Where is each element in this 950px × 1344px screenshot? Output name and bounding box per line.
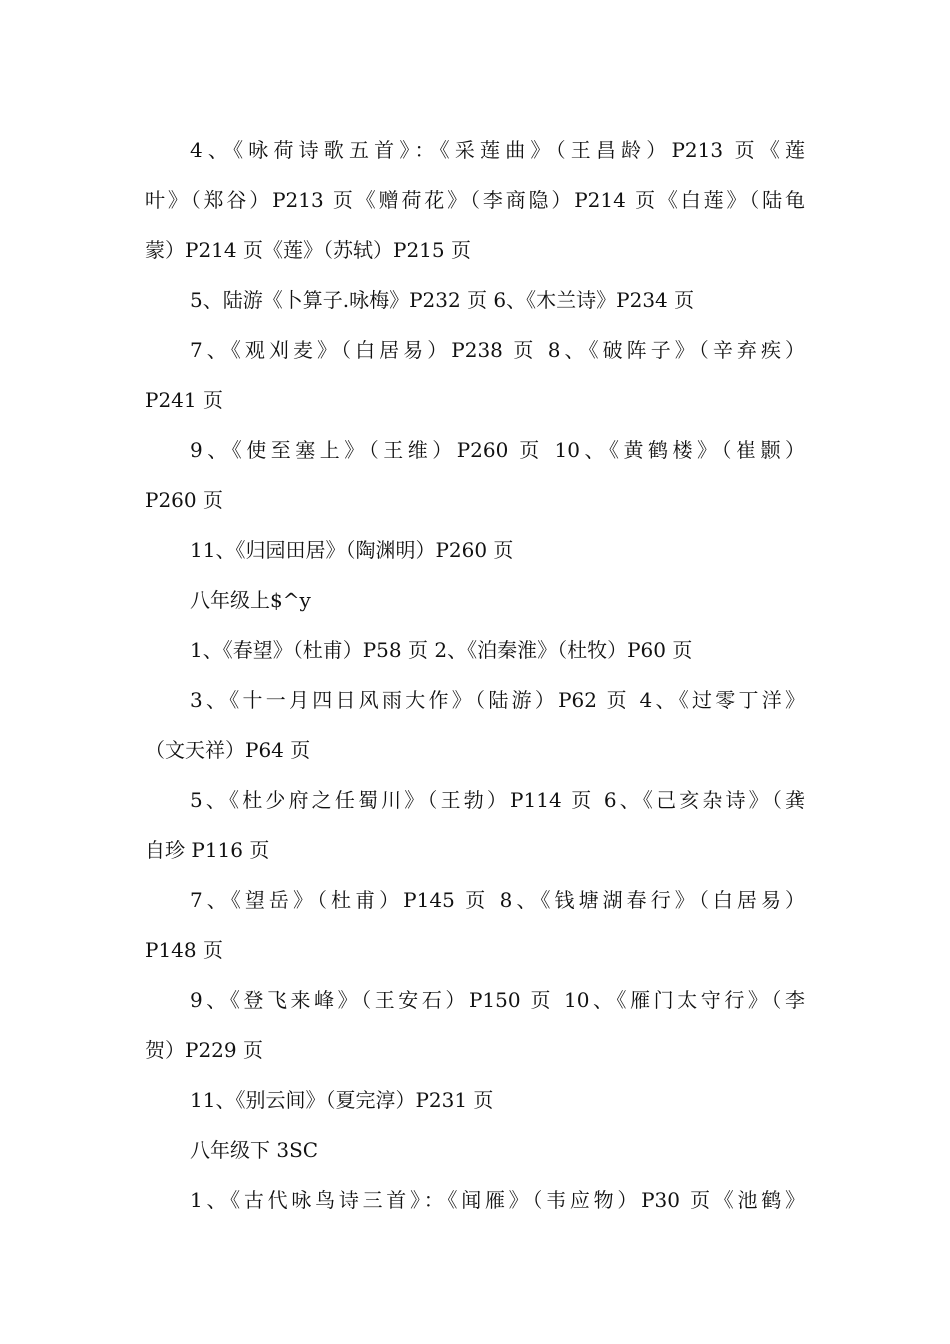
text-line: 5、陆游《卜算子.咏梅》P232 页 6、《木兰诗》P234 页 [190, 288, 695, 312]
text-line: 5、《杜少府之任蜀川》（王勃）P114 页 6、《己亥杂诗》（龚 [190, 788, 805, 812]
text-line: 1、《春望》（杜甫）P58 页 2、《泊秦淮》（杜牧）P60 页 [190, 638, 693, 662]
text-line: 11、《归园田居》（陶渊明）P260 页 [190, 538, 514, 562]
text-line: 9、《登飞来峰》（王安石）P150 页 10、《雁门太守行》（李 [190, 988, 805, 1012]
section-heading: 八年级下 3SC [190, 1138, 319, 1162]
text-line: 3、《十一月四日风雨大作》（陆游）P62 页 4、《过零丁洋》 [190, 688, 805, 712]
text-line: 11、《别云间》（夏完淳）P231 页 [190, 1088, 494, 1112]
text-line: 7、《观刈麦》（白居易）P238 页 8、《破阵子》（辛弃疾） [190, 338, 805, 362]
text-line: P241 页 [145, 388, 223, 412]
text-line: 4、《咏荷诗歌五首》：《采莲曲》（王昌龄）P213 页《莲 [190, 138, 805, 162]
text-line: 1、《古代咏鸟诗三首》：《闻雁》（韦应物）P30 页《池鹤》 [190, 1188, 805, 1212]
text-line: 7、《望岳》（杜甫）P145 页 8、《钱塘湖春行》（白居易） [190, 888, 805, 912]
text-line: （文天祥）P64 页 [145, 738, 311, 762]
section-heading: 八年级上$^y [190, 588, 311, 612]
text-line: P260 页 [145, 488, 223, 512]
text-line: 9、《使至塞上》（王维）P260 页 10、《黄鹤楼》（崔颢） [190, 438, 805, 462]
text-line: 蒙）P214 页《莲》（苏轼）P215 页 [145, 238, 471, 262]
text-line: 自珍 P116 页 [145, 838, 270, 862]
text-line: 贺）P229 页 [145, 1038, 263, 1062]
text-line: P148 页 [145, 938, 223, 962]
text-line: 叶》（郑谷）P213 页《赠荷花》（李商隐）P214 页《白莲》（陆龟 [145, 188, 805, 212]
